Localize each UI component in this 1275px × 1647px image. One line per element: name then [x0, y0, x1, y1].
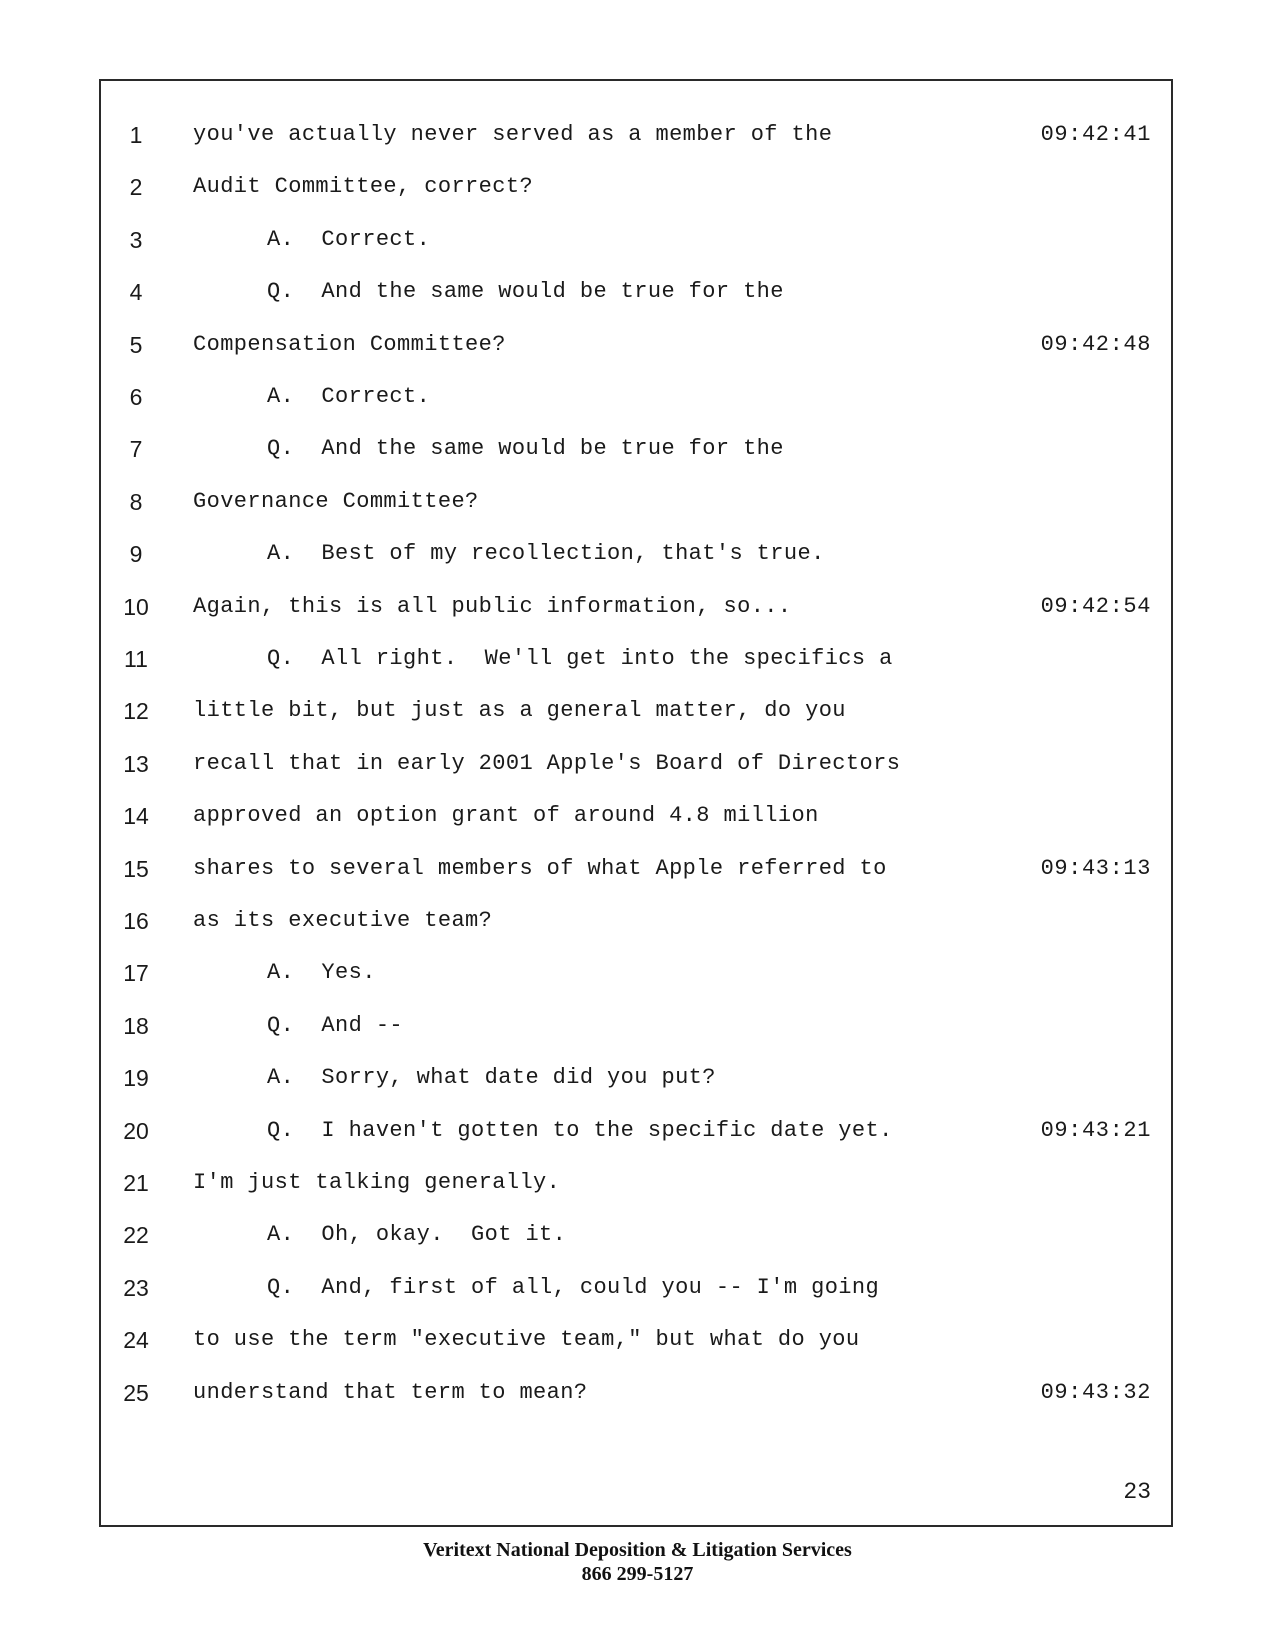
line-number: 19	[123, 1065, 149, 1092]
line-text: recall that in early 2001 Apple's Board of Directors	[193, 750, 901, 776]
line-text: little bit, but just as a general matter, do you	[193, 698, 846, 724]
transcript-line	[101, 220, 1171, 260]
line-text: as its executive team?	[193, 908, 493, 933]
transcript-line	[101, 534, 1171, 574]
transcript-lines	[101, 81, 1171, 1525]
line-text: Q. I haven't gotten to the specific date yet.	[267, 1117, 893, 1143]
transcript-line	[101, 429, 1171, 469]
transcript-line	[101, 849, 1171, 889]
line-text: Q. And the same would be true for the	[267, 436, 784, 462]
transcript-line	[101, 167, 1171, 207]
line-number: 4	[129, 279, 143, 306]
transcript-line	[101, 325, 1171, 365]
line-text: shares to several members of what Apple referred to	[193, 855, 887, 881]
line-number: 10	[123, 593, 149, 620]
line-timestamp: 09:42:54	[1040, 593, 1151, 619]
transcript-line	[101, 744, 1171, 784]
line-number: 18	[123, 1012, 149, 1039]
transcript-page-frame	[99, 79, 1173, 1527]
line-text: A. Sorry, what date did you put?	[267, 1065, 716, 1091]
transcript-line	[101, 115, 1171, 155]
line-number: 2	[129, 174, 143, 201]
line-number: 8	[129, 488, 143, 515]
line-number: 1	[129, 122, 143, 148]
line-timestamp: 09:43:32	[1040, 1379, 1151, 1405]
transcript-line	[101, 377, 1171, 417]
transcript-line	[101, 639, 1171, 679]
line-text: Governance Committee?	[193, 488, 479, 514]
footer	[0, 1538, 1275, 1586]
transcript-line	[101, 482, 1171, 522]
line-text: Q. And --	[267, 1012, 404, 1038]
line-number: 7	[129, 436, 143, 463]
transcript-line	[101, 796, 1171, 836]
footer-phone: 866 299-5127	[581, 1563, 694, 1585]
line-number: 6	[129, 384, 143, 410]
transcript-line	[101, 1058, 1171, 1098]
line-text: A. Correct.	[267, 384, 431, 409]
line-number: 9	[129, 541, 143, 568]
line-number: 11	[124, 646, 148, 672]
transcript-line	[101, 901, 1171, 941]
line-number: 13	[123, 750, 149, 777]
line-text: Q. And the same would be true for the	[267, 279, 784, 305]
transcript-line	[101, 1268, 1171, 1308]
line-text: A. Correct.	[267, 226, 431, 252]
line-text: A. Best of my recollection, that's true.	[267, 541, 825, 567]
line-number: 15	[123, 855, 149, 882]
transcript-line	[101, 1006, 1171, 1046]
page-number: 23	[1123, 1479, 1151, 1505]
line-number: 14	[123, 803, 149, 830]
line-text: A. Yes.	[267, 960, 376, 986]
line-text: you've actually never served as a member of the	[193, 122, 833, 147]
transcript-line	[101, 1373, 1171, 1413]
line-number: 21	[123, 1170, 149, 1196]
line-text: Again, this is all public information, so...	[193, 593, 792, 619]
transcript-line	[101, 587, 1171, 627]
line-text: Audit Committee, correct?	[193, 174, 534, 200]
line-timestamp: 09:42:41	[1040, 122, 1151, 147]
line-number: 23	[123, 1274, 149, 1301]
transcript-line	[101, 272, 1171, 312]
line-number: 20	[123, 1117, 149, 1144]
transcript-line	[101, 1163, 1171, 1203]
line-timestamp: 09:42:48	[1040, 331, 1151, 357]
line-number: 5	[129, 331, 143, 358]
transcript-line	[101, 1320, 1171, 1360]
line-text: understand that term to mean?	[193, 1379, 588, 1405]
line-text: Compensation Committee?	[193, 331, 506, 357]
transcript-line	[101, 953, 1171, 993]
line-timestamp: 09:43:21	[1040, 1117, 1151, 1143]
line-number: 17	[123, 960, 149, 987]
transcript-line	[101, 1111, 1171, 1151]
line-text: Q. All right. We'll get into the specifics a	[267, 646, 893, 671]
line-number: 3	[129, 226, 143, 253]
line-text: Q. And, first of all, could you -- I'm going	[267, 1274, 880, 1300]
line-text: approved an option grant of around 4.8 million	[193, 803, 819, 829]
line-number: 12	[123, 698, 149, 725]
line-number: 16	[123, 908, 149, 934]
line-number: 22	[123, 1222, 149, 1249]
line-text: I'm just talking generally.	[193, 1170, 561, 1195]
transcript-line	[101, 691, 1171, 731]
transcript-line	[101, 1215, 1171, 1255]
line-timestamp: 09:43:13	[1040, 855, 1151, 881]
line-number: 25	[123, 1379, 149, 1406]
footer-company: Veritext National Deposition & Litigation Services	[423, 1539, 852, 1561]
line-text: to use the term "executive team," but what do you	[193, 1327, 860, 1353]
line-number: 24	[123, 1327, 149, 1354]
line-text: A. Oh, okay. Got it.	[267, 1222, 567, 1248]
